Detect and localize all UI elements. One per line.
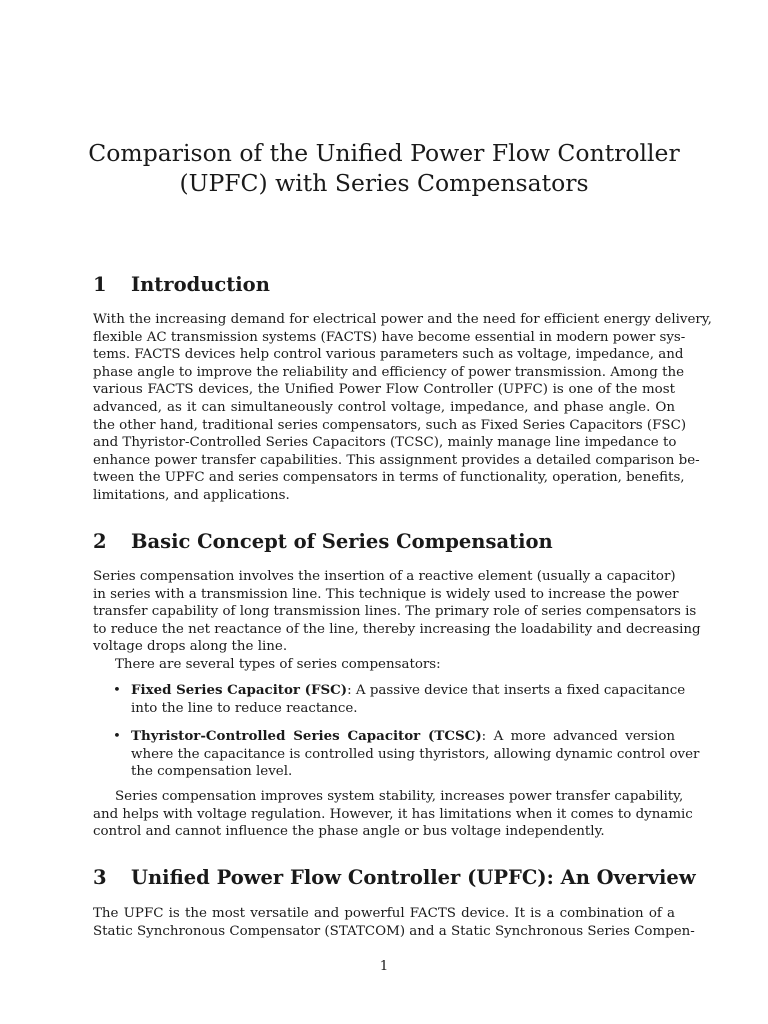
text-line: enhance power transfer capabilities. This assignment provides a detailed comparison be-: [93, 452, 700, 468]
text-line: phase angle to improve the reliability and efficiency of power transmission. Among the: [93, 364, 685, 380]
page-number: 1: [379, 959, 389, 974]
series-compensation-closing-paragraph: [93, 788, 693, 841]
text-line: [131, 728, 675, 746]
bullet-text: : A more advanced version: [481, 729, 675, 744]
section-heading-upfc-overview: [93, 866, 696, 890]
text-line: tween the UPFC and series compensators in terms of functionality, operation, benefits,: [93, 470, 685, 486]
bullet-term: Fixed Series Capacitor (FSC): [131, 682, 348, 698]
text-line: to reduce the net reactance of the line, thereby increasing the loadability and decreasing: [93, 621, 701, 637]
text-line: voltage drops along the line.: [93, 639, 288, 655]
text-line: The UPFC is the most versatile and powerful FACTS device. It is a combination of a: [93, 906, 675, 921]
text-line: control and cannot influence the phase angle or bus voltage independently.: [93, 824, 605, 840]
text-line: in series with a transmission line. This technique is widely used to increase the power: [93, 586, 679, 602]
text-line: where the capacitance is controlled using thyristors, allowing dynamic control over: [131, 746, 700, 762]
text-line: the compensation level.: [131, 764, 293, 780]
text-line: various FACTS devices, the Unified Power Flow Controller (UPFC) is one of the most: [93, 382, 675, 398]
text-line: advanced, as it can simultaneously control voltage, impedance, and phase angle. On: [93, 399, 675, 415]
text-line: limitations, and applications.: [93, 487, 290, 503]
section-title: Introduction: [131, 273, 270, 296]
upfc-overview-paragraph: [93, 905, 695, 940]
section-heading-introduction: [93, 273, 270, 297]
text-line: [131, 682, 686, 700]
text-line: Static Synchronous Compensator (STATCOM) and a Static Synchronous Series Compen-: [93, 923, 695, 939]
section-number: 1: [93, 273, 107, 296]
bullet-icon: •: [113, 683, 121, 698]
text-line: and Thyristor-Controlled Series Capacitors (TCSC), mainly manage line impedance to: [93, 435, 677, 451]
text-line: tems. FACTS devices help control various parameters such as voltage, impedance, and: [93, 347, 684, 363]
text-line: There are several types of series compensators:: [115, 656, 441, 672]
text-line: and helps with voltage regulation. However, it has limitations when it comes to dynamic: [93, 806, 693, 822]
text-line: flexible AC transmission systems (FACTS) have become essential in modern power sys-: [93, 329, 686, 345]
document-title: [60, 138, 708, 198]
section-title: Unified Power Flow Controller (UPFC): An Overview: [131, 866, 696, 889]
text-line: transfer capability of long transmission lines. The primary role of series compensators is: [93, 604, 697, 620]
text-line: into the line to reduce reactance.: [131, 700, 358, 716]
title-line: (UPFC) with Series Compensators: [179, 169, 589, 197]
section-title: Basic Concept of Series Compensation: [131, 530, 553, 553]
introduction-paragraph: [93, 311, 712, 505]
text-line: Series compensation involves the insertion of a reactive element (usually a capacitor): [93, 569, 676, 584]
series-compensation-paragraph: [93, 568, 701, 674]
title-line: Comparison of the Unified Power Flow Controller: [88, 139, 680, 167]
bullet-text: : A passive device that inserts a fixed capacitance: [347, 683, 686, 698]
bullet-term: Thyristor-Controlled Series Capacitor (TCSC): [131, 728, 482, 744]
section-heading-series-compensation: [93, 530, 553, 554]
bullet-icon: •: [113, 729, 121, 744]
text-line: With the increasing demand for electrical power and the need for efficient energy delivery,: [93, 312, 712, 327]
text-line: Series compensation improves system stability, increases power transfer capability,: [115, 789, 684, 804]
text-line: the other hand, traditional series compensators, such as Fixed Series Capacitors (FSC): [93, 417, 687, 433]
section-number: 3: [93, 866, 107, 889]
section-number: 2: [93, 530, 107, 553]
